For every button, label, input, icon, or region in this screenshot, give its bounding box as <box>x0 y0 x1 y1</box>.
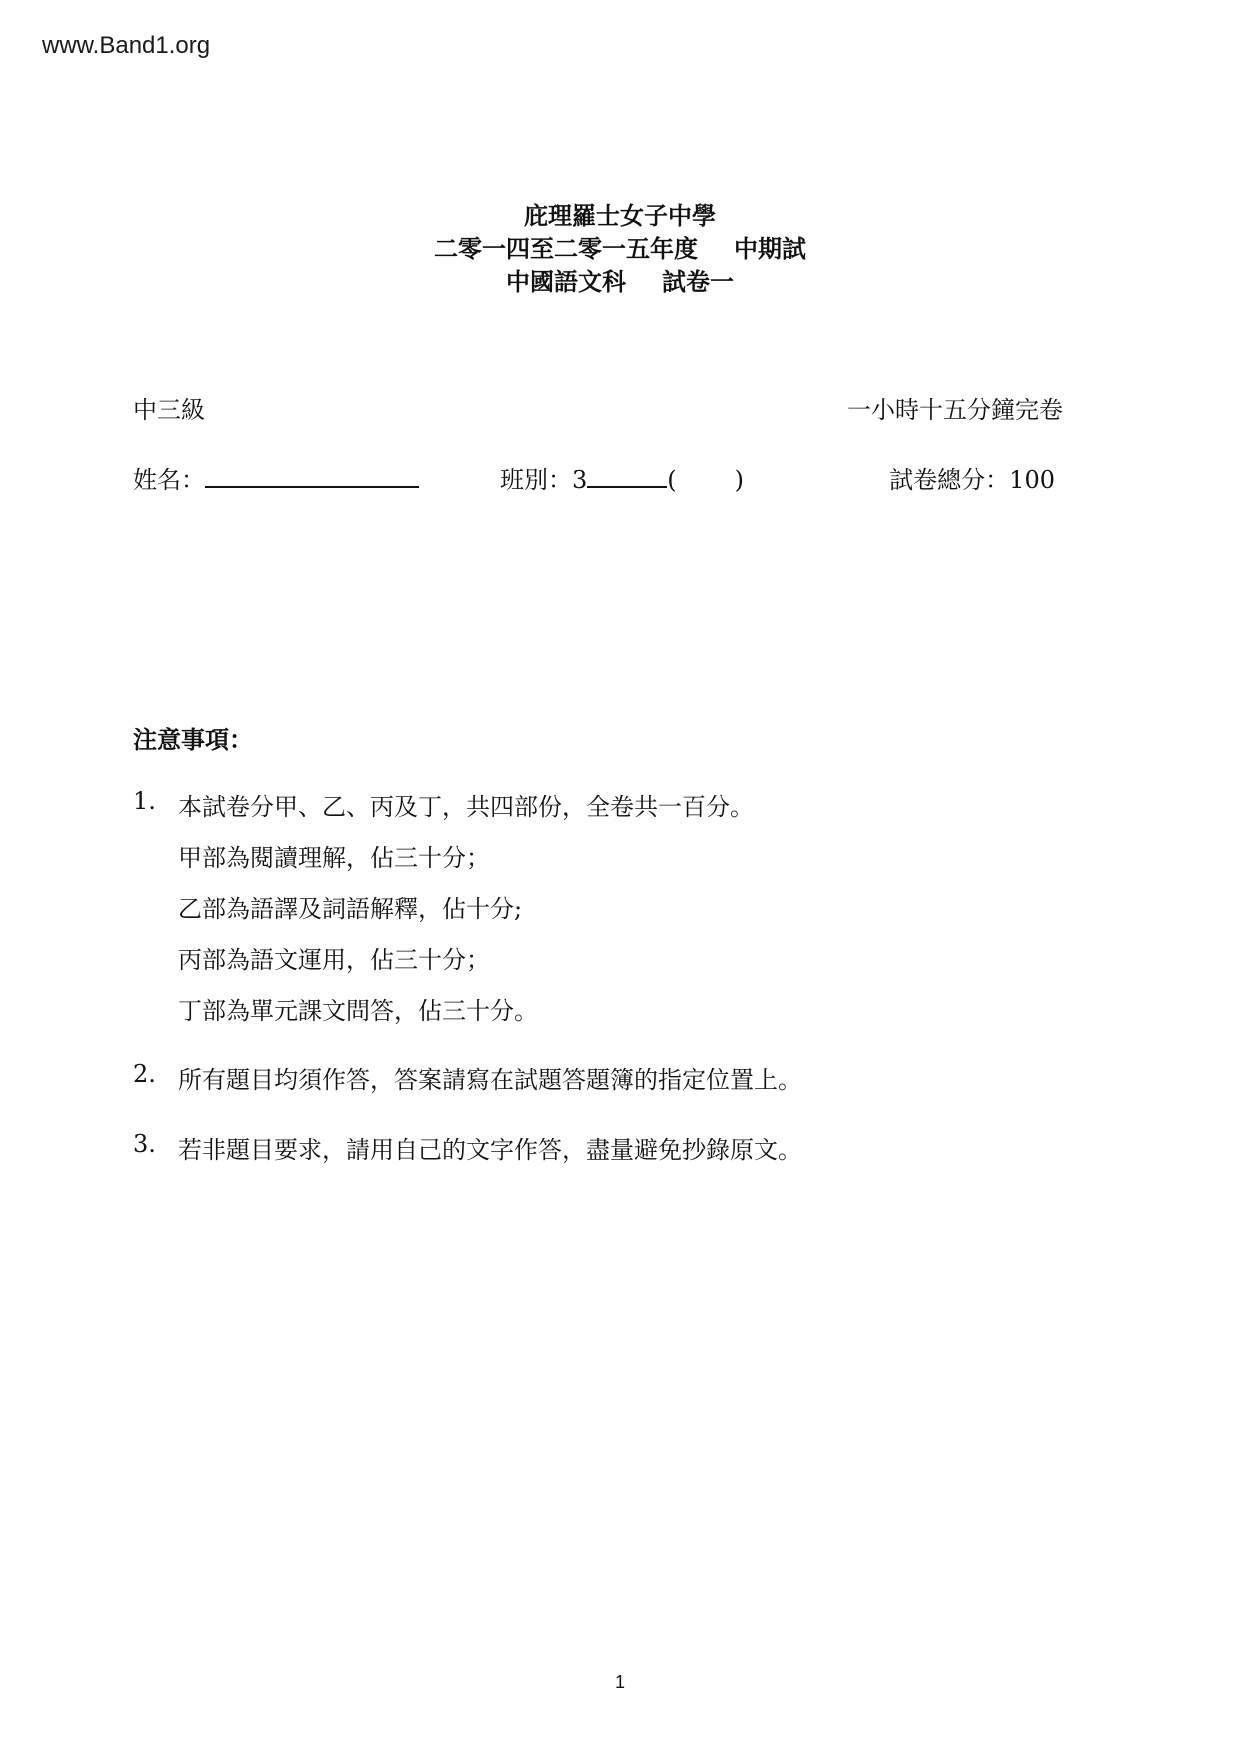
class-number-close-paren: ) <box>734 466 745 494</box>
class-field <box>500 460 744 495</box>
notice-item-line: 若非題目要求，請用自己的文字作答，盡量避免抄錄原文。 <box>178 1136 802 1164</box>
notice-item-line: 乙部為語譯及詞語解釋，佔十分; <box>178 895 523 923</box>
notice-item-line: 所有題目均須作答，答案請寫在試題答題簿的指定位置上。 <box>178 1066 802 1094</box>
notice-item-line: 本試卷分甲、乙、丙及丁，共四部份，全卷共一百分。 <box>178 793 754 821</box>
class-blank-line <box>587 464 667 488</box>
paper-name: 試卷一 <box>662 268 734 296</box>
duration-label: 一小時十五分鐘完卷 <box>847 396 1063 424</box>
notice-item-line: 丙部為語文運用，佔三十分； <box>178 946 490 974</box>
name-blank-line <box>205 464 419 488</box>
total-marks: 試卷總分：100 <box>889 466 1055 494</box>
level-label: 中三級 <box>133 396 205 424</box>
notice-heading: 注意事項： <box>133 726 253 754</box>
school-name: 庇理羅士女子中學 <box>524 202 716 230</box>
notice-item-number: 1. <box>133 787 156 815</box>
page-number: 1 <box>614 1672 625 1692</box>
notice-item-line: 甲部為閱讀理解，佔三十分； <box>178 844 490 872</box>
exam-name: 中期試 <box>734 235 806 263</box>
subject-title <box>0 262 1240 297</box>
name-label: 姓名： <box>133 466 205 494</box>
watermark-url: www.Band1.org <box>42 32 211 59</box>
notice-item-line: 丁部為單元課文問答，佔三十分。 <box>178 997 538 1025</box>
notice-item-number: 2. <box>133 1060 156 1088</box>
exam-title <box>0 229 1240 264</box>
name-field <box>133 460 419 495</box>
notice-item-number: 3. <box>133 1130 156 1158</box>
academic-year: 二零一四至二零一五年度 <box>434 235 698 263</box>
class-label: 班別：3 <box>500 466 588 494</box>
class-number-open-paren: ( <box>667 466 677 494</box>
subject-name: 中國語文科 <box>506 268 626 296</box>
